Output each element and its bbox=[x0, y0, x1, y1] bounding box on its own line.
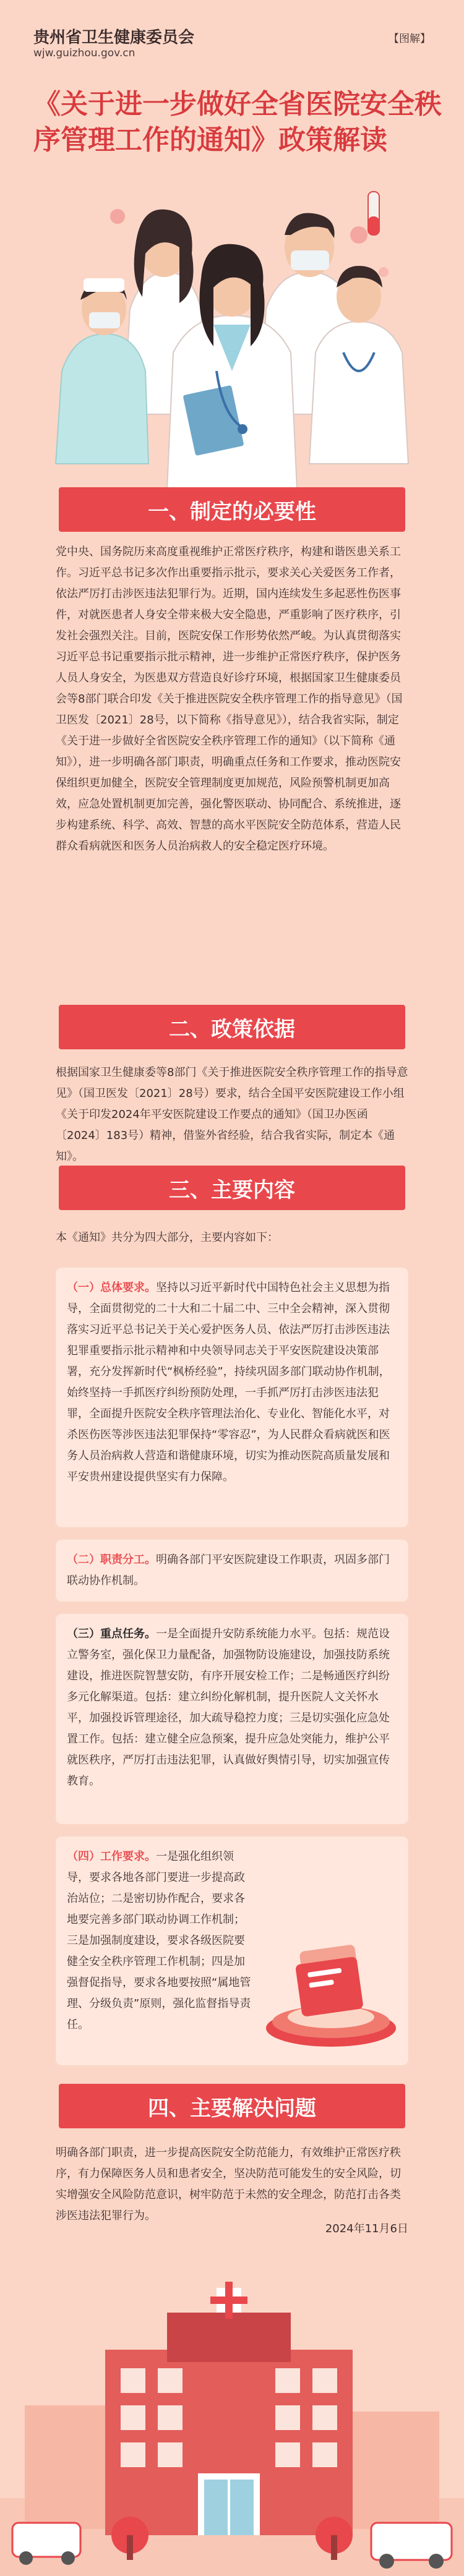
section-heading-necessity: 一、制定的必要性 bbox=[59, 487, 405, 532]
content-card-general bbox=[56, 1268, 408, 1527]
org-name: 贵州省卫生健康委员会 bbox=[33, 28, 195, 47]
section-heading-problems: 四、主要解决问题 bbox=[59, 2084, 405, 2128]
section-body-problems bbox=[56, 2143, 408, 2227]
necessity-text: 党中央、国务院历来高度重视维护正常医疗秩序，构建和谐医患关系工作。习近平总书记多次作出重要指示批示，要求关心关爱医务工作者，依法严厉打击涉医违法犯罪行为。近期，国内连续发生多起恶性伤医事件，对就医患者人身安全带来极大安全隐患，严重影响了医疗秩序，引发社会强烈关注。目前，医院安保工作形势依然严峻。为认真贯彻落实习近平总书记重要指示批示精神，进一步维护正常医疗秩序，保护医务人员人身安全，为医患双方营造良好诊疗环境，根据国家卫生健康委员会等8部门联合印发《关于推进医院安全秩序管理工作的指导意见》（国卫医发〔2021〕28号，以下简称《指导意见》），结合我省实际，制定《关于进一步做好全省医院安全秩序管理工作的通知》（以下简称《通知》），进一步明确各部门职责，明确重点任务和工作要求，推动医院安保组织更加健全，医院安全管理制度更加规范，风险预警机制更加高效，应急处置机制更加完善，强化警医联动、协同配合、系统推进，逐步构建系统、科学、高效、智慧的高水平医院安全防范体系，营造人民群众看病就医和医务人员治病救人的安全稳定医疗环境。 bbox=[56, 545, 403, 853]
content-card-requirements bbox=[56, 1836, 408, 2065]
page-title: 《关于进一步做好全省医院安全秩序管理工作的通知》政策解读 bbox=[33, 88, 442, 156]
content-card-tasks bbox=[56, 1614, 408, 1824]
general-label: （一）总体要求。 bbox=[67, 1281, 156, 1294]
duties-text: 明确各部门平安医院建设工作职责，巩固多部门联动协作机制。 bbox=[67, 1553, 390, 1587]
org-url[interactable]: wjw.guizhou.gov.cn bbox=[33, 47, 135, 59]
header bbox=[0, 0, 464, 87]
hospital-illustration bbox=[0, 2263, 464, 2576]
section-body-necessity bbox=[56, 542, 408, 857]
problems-text: 明确各部门职责，进一步提高医院安全防范能力，有效维护正常医疗秩序，有力保障医务人员和患者安全，坚决防范可能发生的安全风险，切实增强安全风险防范意识，树牢防范于未然的安全理念，防范打击各类涉医违法犯罪行为。 bbox=[56, 2146, 401, 2222]
medical-staff-illustration bbox=[37, 167, 427, 488]
folder-podium-illustration bbox=[260, 1911, 402, 2053]
tasks-text: 一是全面提升安防系统能力水平。包括：规范设立警务室，强化保卫力量配备，加强物防设施建设，加强技防系统建设，推进医院智慧安防，有序开展安检工作；二是畅通医疗纠纷多元化解渠道。包括：建立纠纷化解机制，提升医院人文关怀水平，加强投诉管理途径，加大疏导稳控力度；三是切实强化应急处置工作。包括：建立健全应急预案，提升应急处突能力，维护公平就医秩序，严厉打击违法犯罪，认真做好舆情引导，切实加强宣传教育。 bbox=[67, 1627, 390, 1788]
tasks-label: （三）重点任务。 bbox=[67, 1627, 156, 1640]
requirements-text: 一是强化组织领导，要求各地各部门要进一步提高政治站位；二是密切协作配合，要求各地要完善多部门联动协调工作机制；三是加强制度建设，要求各级医院要健全安全秩序管理工作机制；四是加强督促指导，要求各地要按照“属地管理、分级负责”原则，强化监督指导责任。 bbox=[67, 1850, 251, 2031]
article-tag: 【图解】 bbox=[389, 33, 431, 45]
general-text: 坚持以习近平新时代中国特色社会主义思想为指导，全面贯彻党的二十大和二十届二中、三中全会精神，深入贯彻落实习近平总书记关于关心爱护医务人员、依法严厉打击涉医违法犯罪重要指示批示精神和中央领导同志关于平安医院建设决策部署，充分发挥新时代“枫桥经验”，持续巩固多部门联动协作机制，始终坚持一手抓医疗纠纷预防处理，一手抓严厉打击涉医违法犯罪，全面提升医院安全秩序管理法治化、专业化、智能化水平，对杀医伤医等涉医违法犯罪保持“零容忍”，为人民群众看病就医和医务人员治病救人营造和谐健康环境，切实为推动医院高质量发展和平安贵州建设提供坚实有力保障。 bbox=[67, 1281, 390, 1483]
duties-label: （二）职责分工。 bbox=[67, 1553, 156, 1566]
section-heading-content: 三、主要内容 bbox=[59, 1166, 405, 1210]
section-body-basis bbox=[56, 1062, 408, 1167]
basis-text: 根据国家卫生健康委等8部门《关于推进医院安全秩序管理工作的指导意见》（国卫医发〔2021〕28号）要求，结合全国平安医院建设工作小组《关于印发2024年平安医院建设工作要点的通知》（国卫办医函〔2024〕183号）精神，借鉴外省经验，结合我省实际，制定本《通知》。 bbox=[56, 1066, 408, 1163]
requirements-label: （四）工作要求。 bbox=[67, 1850, 156, 1863]
content-intro-text: 本《通知》共分为四大部分，主要内容如下： bbox=[56, 1231, 278, 1244]
content-intro bbox=[56, 1227, 408, 1248]
section-heading-basis: 二、政策依据 bbox=[59, 1005, 405, 1049]
content-card-duties bbox=[56, 1540, 408, 1601]
publish-date: 2024年11月6日 bbox=[325, 2222, 408, 2235]
